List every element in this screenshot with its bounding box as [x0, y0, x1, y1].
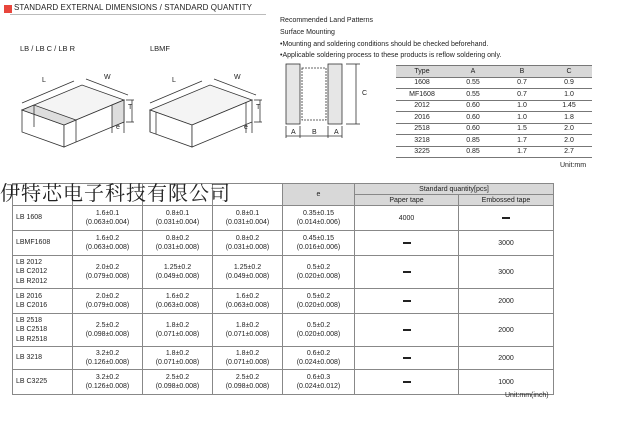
dim-inch: (0.031±0.008) — [155, 244, 200, 251]
cell-embossed-qty — [459, 256, 554, 289]
cell-dim-t — [213, 231, 283, 256]
dim-inch: (0.071±0.008) — [225, 359, 270, 366]
dim-mm: 2.5±0.2 — [95, 321, 120, 329]
land-cell-value: 1.7 — [498, 146, 546, 158]
cell-type — [13, 289, 73, 314]
type-code: LB C3225 — [16, 378, 48, 386]
dim-inch: (0.126±0.008) — [85, 359, 130, 366]
land-cell-value: 1.45 — [546, 100, 592, 112]
dim-inch: (0.071±0.008) — [225, 331, 270, 338]
dim-inch: (0.063±0.008) — [85, 244, 130, 251]
dim-inch: (0.063±0.008) — [225, 302, 270, 309]
cell-paper-qty — [355, 289, 459, 314]
cell-dim-t — [213, 370, 283, 395]
cell-dim-w — [143, 289, 213, 314]
dim-mm: 0.6±0.3 — [306, 373, 331, 381]
land-cell-type: 2518 — [396, 123, 448, 135]
dim-inch: (0.031±0.004) — [155, 219, 200, 226]
type-code: LB C2012 — [16, 268, 48, 276]
land-subtitle: Surface Mounting — [280, 29, 335, 36]
cell-dim-l — [73, 206, 143, 231]
type-code: LB 1608 — [16, 214, 43, 222]
land-cell-value: 0.60 — [448, 123, 498, 135]
dim-t-2: T — [256, 104, 261, 111]
company-watermark: 伊特芯电子科技有限公司 — [0, 181, 231, 205]
dim-inch: (0.016±0.006) — [296, 244, 341, 251]
land-cell-value: 0.85 — [448, 135, 498, 147]
land-title: Recommended Land Patterns — [280, 17, 373, 24]
qty-value: 1000 — [498, 378, 514, 386]
cell-embossed-qty — [459, 231, 554, 256]
table-row — [13, 256, 554, 289]
type-code: LB 2518 — [16, 316, 43, 324]
dim-inch: (0.098±0.008) — [225, 383, 270, 390]
land-cell-value: 1.8 — [546, 112, 592, 124]
land-col-c: C — [546, 66, 592, 78]
cell-embossed-qty — [459, 206, 554, 231]
cell-dim-t — [213, 314, 283, 347]
dim-mm: 0.35±0.15 — [302, 209, 335, 217]
land-cell-value: 2.0 — [546, 123, 592, 135]
land-table-header — [396, 66, 592, 78]
land-table-row — [396, 123, 592, 135]
section-title: STANDARD EXTERNAL DIMENSIONS / STANDARD QUANTITY — [14, 3, 253, 12]
dim-mm: 2.5±0.2 — [235, 373, 260, 381]
dim-mm: 0.8±0.2 — [165, 234, 190, 242]
cell-dim-l — [73, 231, 143, 256]
dim-inch: (0.031±0.008) — [225, 244, 270, 251]
header-accent-square — [4, 5, 12, 13]
cell-dim-w — [143, 370, 213, 395]
cell-type — [13, 256, 73, 289]
land-cell-type: 1608 — [396, 77, 448, 89]
dim-inch: (0.063±0.004) — [85, 219, 130, 226]
dim-inch: (0.126±0.008) — [85, 383, 130, 390]
cell-dim-e — [283, 289, 355, 314]
dim-mm: 0.6±0.2 — [306, 349, 331, 357]
cell-type — [13, 231, 73, 256]
diagram1-label: LB / LB C / LB R — [20, 44, 76, 53]
land-table-row — [396, 100, 592, 112]
dim-e-2: e — [244, 124, 248, 131]
qty-value: 2000 — [498, 326, 514, 334]
land-cell-value: 1.5 — [498, 123, 546, 135]
land-cell-type: 3225 — [396, 146, 448, 158]
dim-w-1: W — [104, 74, 111, 81]
type-code: LBMF1608 — [16, 239, 51, 247]
diagram2-label: LBMF — [150, 44, 171, 53]
cell-dim-t — [213, 347, 283, 370]
land-cell-value: 0.60 — [448, 100, 498, 112]
dim-inch: (0.098±0.008) — [155, 383, 200, 390]
cell-dim-l — [73, 347, 143, 370]
cell-dim-t — [213, 289, 283, 314]
cell-dim-w — [143, 347, 213, 370]
land-col-type: Type — [396, 66, 448, 78]
land-cell-value: 1.0 — [498, 100, 546, 112]
cell-embossed-qty — [459, 289, 554, 314]
cell-paper-qty — [355, 347, 459, 370]
cell-type — [13, 347, 73, 370]
qty-value: 3000 — [498, 239, 514, 247]
dim-mm: 0.8±0.2 — [235, 234, 260, 242]
land-cell-value: 0.7 — [498, 89, 546, 101]
cell-dim-e — [283, 206, 355, 231]
quantity-unit: Unit:mm(inch) — [505, 392, 549, 399]
cell-dim-l — [73, 256, 143, 289]
land-table-row — [396, 146, 592, 158]
dim-inch: (0.031±0.004) — [225, 219, 270, 226]
dim-mm: 1.6±0.2 — [95, 234, 120, 242]
land-dim-b: B — [312, 129, 317, 136]
land-cell-type: 2012 — [396, 100, 448, 112]
dim-mm: 0.5±0.2 — [306, 292, 331, 300]
dim-mm: 0.5±0.2 — [306, 321, 331, 329]
cell-dim-w — [143, 314, 213, 347]
dim-inch: (0.098±0.008) — [85, 331, 130, 338]
cell-paper-qty — [355, 206, 459, 231]
chip-diagram-lb — [14, 55, 144, 155]
dim-mm: 1.8±0.2 — [235, 349, 260, 357]
dim-mm: 2.0±0.2 — [95, 263, 120, 271]
dim-mm: 1.6±0.1 — [95, 209, 120, 217]
land-cell-value: 0.9 — [546, 77, 592, 89]
dim-mm: 1.8±0.2 — [165, 349, 190, 357]
land-cell-value: 0.60 — [448, 112, 498, 124]
land-pattern-table — [396, 65, 592, 158]
land-col-a: A — [448, 66, 498, 78]
dim-mm: 1.25±0.2 — [233, 263, 262, 271]
dim-inch: (0.024±0.012) — [296, 383, 341, 390]
type-code: LB C2518 — [16, 326, 48, 334]
cell-dim-l — [73, 314, 143, 347]
cell-embossed-qty — [459, 370, 554, 395]
dim-mm: 1.8±0.2 — [235, 321, 260, 329]
cell-dim-l — [73, 289, 143, 314]
dim-inch: (0.020±0.008) — [296, 273, 341, 280]
dim-mm: 2.0±0.2 — [95, 292, 120, 300]
dimensions-quantity-table — [12, 183, 554, 395]
cell-dim-e — [283, 314, 355, 347]
cell-dim-e — [283, 231, 355, 256]
cell-type — [13, 314, 73, 347]
type-code: LB R2012 — [16, 277, 48, 285]
dim-l-2: L — [172, 77, 176, 84]
dim-mm: 0.8±0.1 — [165, 209, 190, 217]
dim-t-1: T — [128, 104, 133, 111]
table-row — [13, 206, 554, 231]
col-e-header: e — [283, 184, 355, 206]
land-cell-type: 2016 — [396, 112, 448, 124]
dim-w-2: W — [234, 74, 241, 81]
cell-paper-qty — [355, 370, 459, 395]
dim-inch: (0.079±0.008) — [85, 302, 130, 309]
chip-diagram-lbmf — [144, 55, 274, 155]
cell-embossed-qty — [459, 347, 554, 370]
cell-dim-w — [143, 206, 213, 231]
type-code: LB 2012 — [16, 258, 43, 266]
land-cell-value: 0.55 — [448, 77, 498, 89]
not-available-dash — [403, 271, 411, 273]
dim-mm: 0.45±0.15 — [302, 234, 335, 242]
type-code: LB C2016 — [16, 302, 48, 309]
cell-type — [13, 206, 73, 231]
not-available-dash — [403, 300, 411, 302]
land-table-row — [396, 89, 592, 101]
land-table-row — [396, 112, 592, 124]
cell-paper-qty — [355, 314, 459, 347]
cell-dim-l — [73, 370, 143, 395]
land-dim-c: C — [362, 90, 368, 97]
qty-value: 4000 — [398, 214, 415, 222]
col-paper-header: Paper tape — [355, 195, 459, 206]
land-cell-value: 0.7 — [498, 77, 546, 89]
dim-inch: (0.079±0.008) — [85, 273, 130, 280]
land-table-row — [396, 77, 592, 89]
table-row — [13, 314, 554, 347]
cell-embossed-qty — [459, 314, 554, 347]
cell-paper-qty — [355, 231, 459, 256]
dim-mm: 0.5±0.2 — [306, 263, 331, 271]
not-available-dash — [403, 329, 411, 331]
land-cell-type: 3218 — [396, 135, 448, 147]
dim-mm: 1.25±0.2 — [163, 263, 192, 271]
dim-inch: (0.014±0.006) — [296, 219, 341, 226]
type-code: LB R2518 — [16, 335, 48, 343]
dim-inch: (0.071±0.008) — [155, 331, 200, 338]
table-row — [13, 231, 554, 256]
dim-e-1: e — [116, 124, 120, 131]
dim-mm: 2.5±0.2 — [165, 373, 190, 381]
not-available-dash — [403, 357, 411, 359]
qty-value: 2000 — [498, 297, 514, 305]
land-col-b: B — [498, 66, 546, 78]
dim-inch: (0.063±0.008) — [155, 302, 200, 309]
cell-dim-w — [143, 231, 213, 256]
cell-paper-qty — [355, 256, 459, 289]
land-cell-value: 0.85 — [448, 146, 498, 158]
dim-inch: (0.024±0.008) — [296, 359, 341, 366]
dim-mm: 0.8±0.1 — [235, 209, 260, 217]
col-embossed-header: Embossed tape — [459, 195, 554, 206]
land-dim-a2: A — [334, 129, 339, 136]
land-note-1: •Mounting and soldering conditions should be checked beforehand. — [280, 41, 489, 48]
dim-inch: (0.049±0.008) — [155, 273, 200, 280]
land-table-row — [396, 135, 592, 147]
cell-dim-e — [283, 256, 355, 289]
dim-mm: 3.2±0.2 — [95, 373, 120, 381]
type-code: LB 2016 — [16, 292, 43, 300]
not-available-dash — [502, 217, 510, 219]
land-cell-value: 1.0 — [546, 89, 592, 101]
qty-value: 2000 — [498, 354, 514, 362]
table-row — [13, 289, 554, 314]
dim-mm: 1.6±0.2 — [235, 292, 260, 300]
cell-dim-w — [143, 256, 213, 289]
dim-inch: (0.071±0.008) — [155, 359, 200, 366]
land-cell-type: MF1608 — [396, 89, 448, 101]
cell-dim-e — [283, 347, 355, 370]
land-cell-value: 0.55 — [448, 89, 498, 101]
dim-l-1: L — [42, 77, 46, 84]
land-unit: Unit:mm — [560, 162, 587, 169]
land-cell-value: 1.0 — [498, 112, 546, 124]
qty-value: 3000 — [498, 268, 514, 276]
dim-inch: (0.020±0.008) — [296, 331, 341, 338]
dim-inch: (0.049±0.008) — [225, 273, 270, 280]
cell-dim-t — [213, 206, 283, 231]
land-note-2: •Applicable soldering process to these products is reflow soldering only. — [280, 52, 502, 59]
land-cell-value: 2.7 — [546, 146, 592, 158]
table-row — [13, 370, 554, 395]
land-cell-value: 1.7 — [498, 135, 546, 147]
dim-mm: 1.6±0.2 — [165, 292, 190, 300]
cell-dim-t — [213, 256, 283, 289]
table-row — [13, 347, 554, 370]
land-cell-value: 2.0 — [546, 135, 592, 147]
col-std-qty-header: Standard quantity[pcs] — [355, 184, 554, 195]
cell-dim-e — [283, 370, 355, 395]
type-code: LB 3218 — [16, 354, 43, 362]
dim-mm: 3.2±0.2 — [95, 349, 120, 357]
land-dim-a1: A — [291, 129, 296, 136]
dim-inch: (0.020±0.008) — [296, 302, 341, 309]
not-available-dash — [403, 242, 411, 244]
not-available-dash — [403, 381, 411, 383]
header-rule — [10, 14, 266, 15]
cell-type — [13, 370, 73, 395]
dim-mm: 1.8±0.2 — [165, 321, 190, 329]
